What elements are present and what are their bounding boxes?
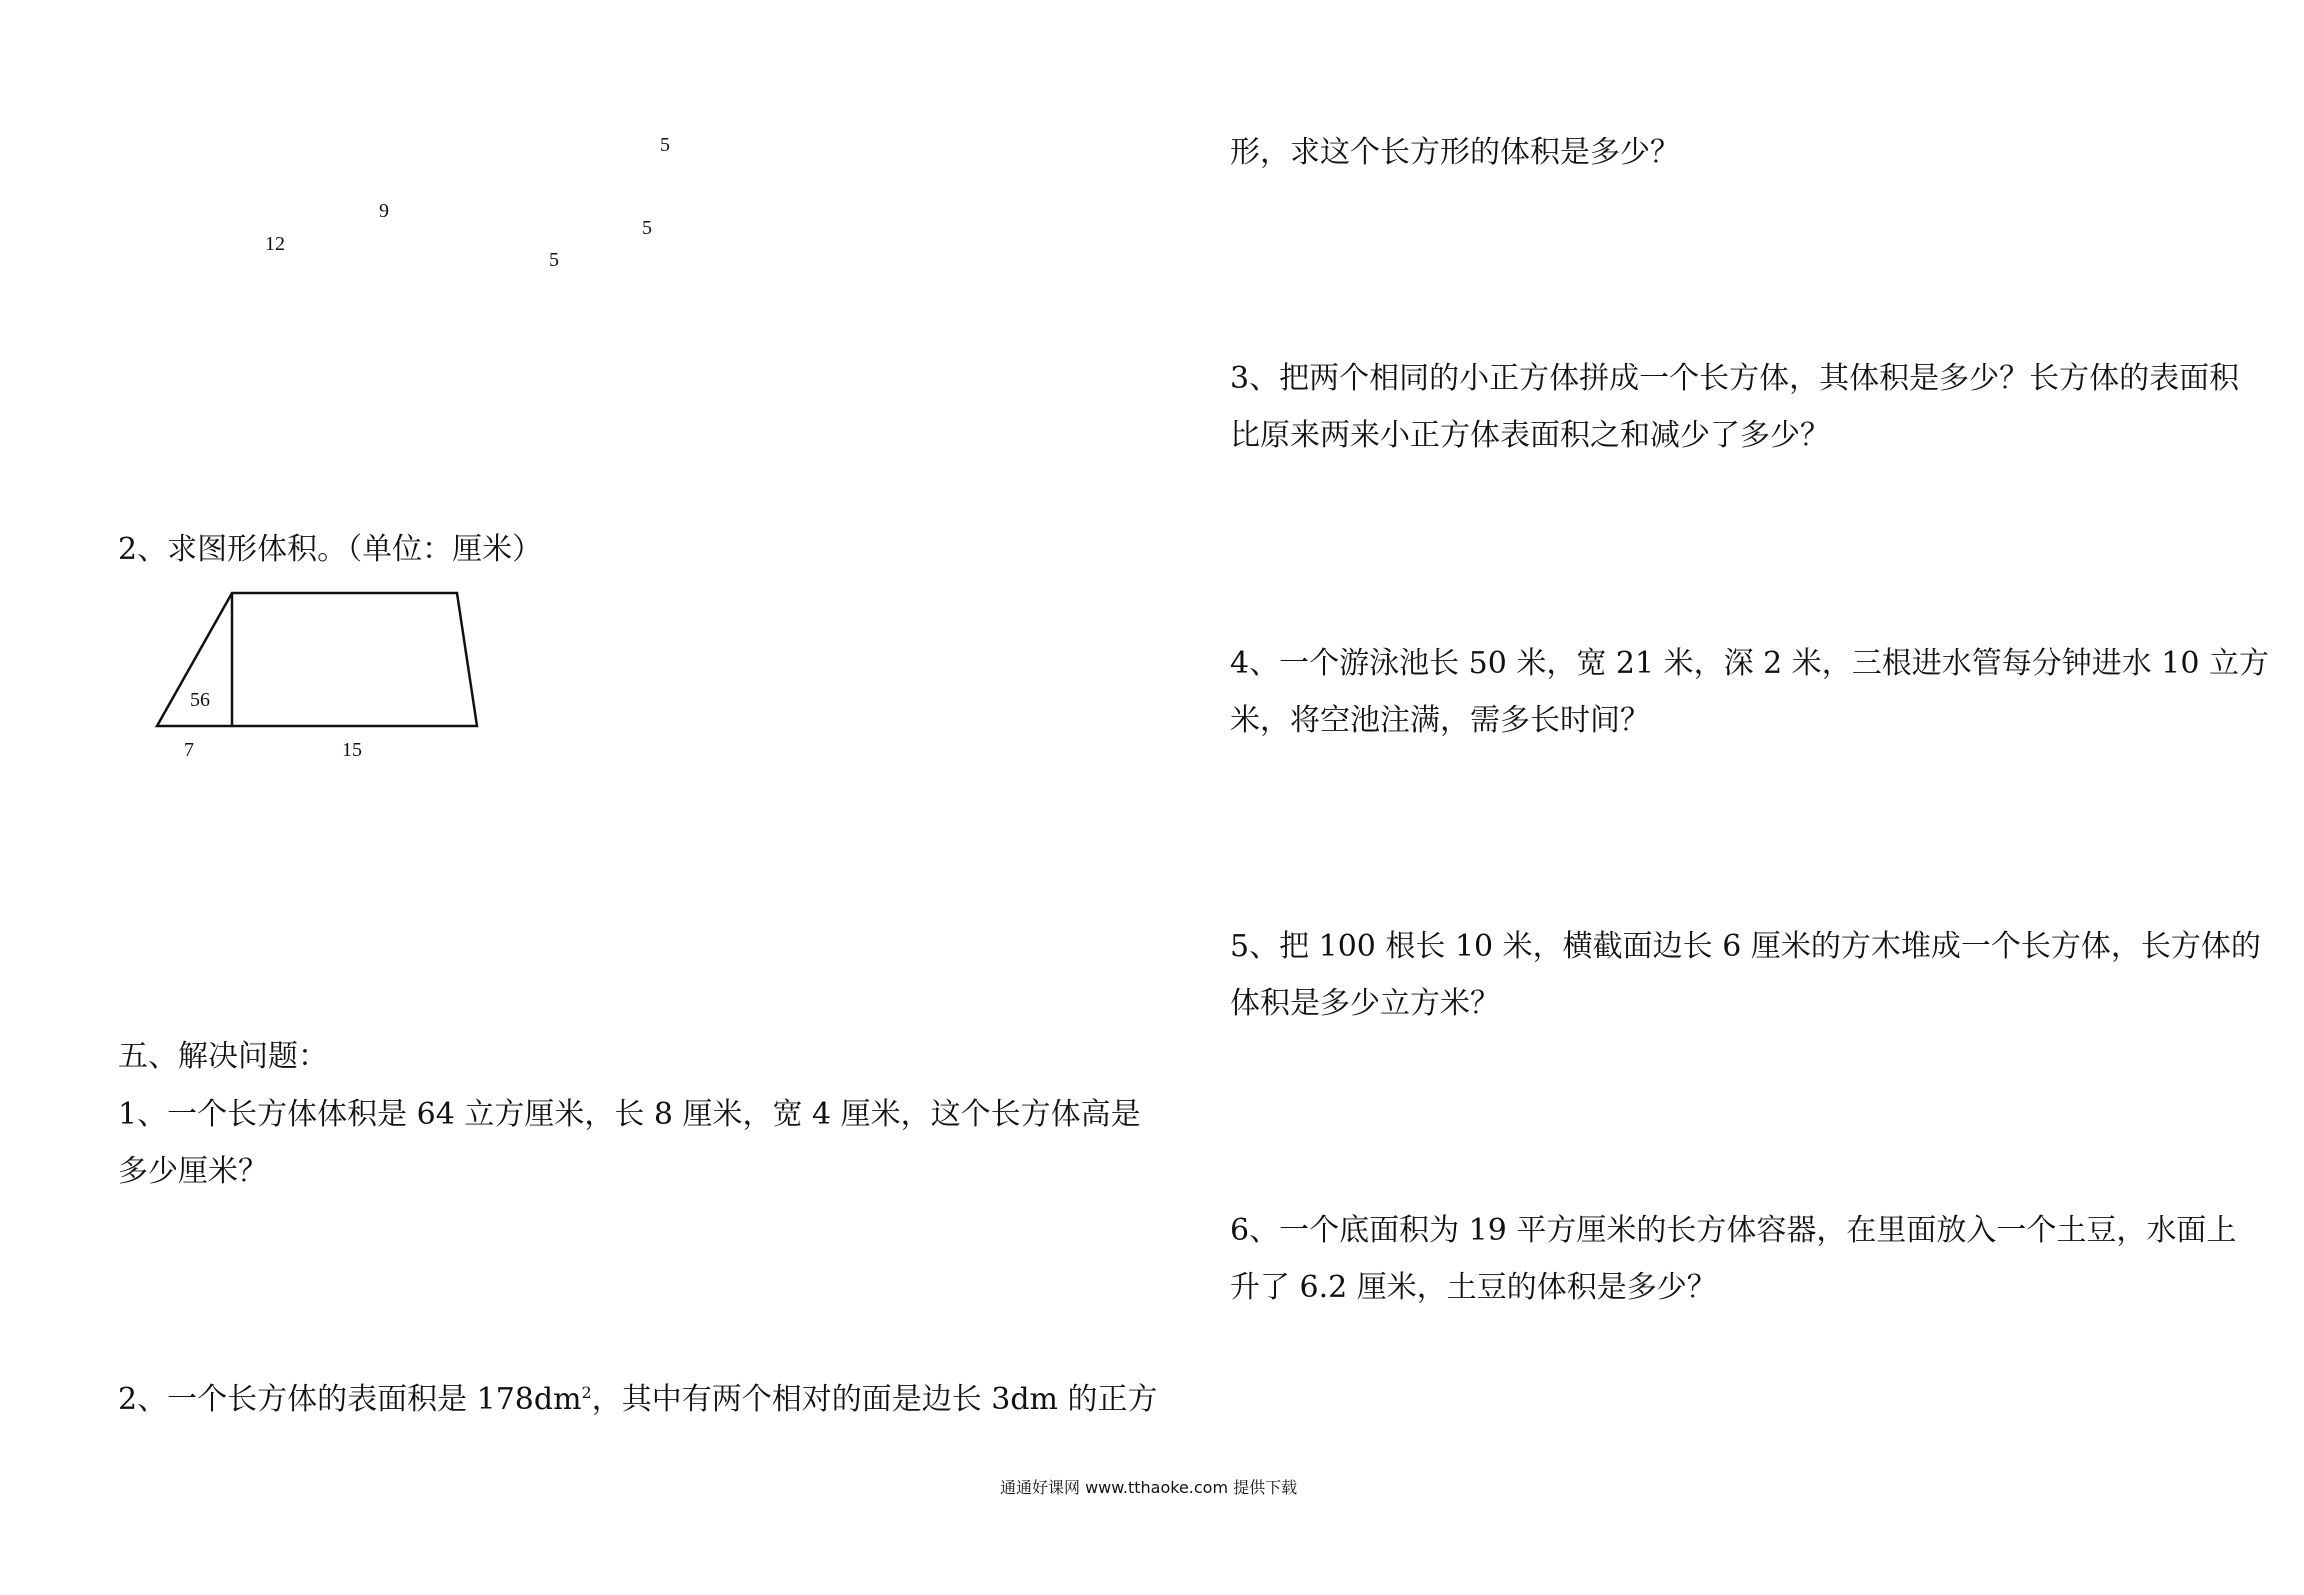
page-footer: 通通好课网 www.tthaoke.com 提供下载 <box>1000 1478 1298 1497</box>
figure1-label-5-top: 5 <box>660 134 670 156</box>
problem6-line2: 升了 6.2 厘米，土豆的体积是多少？ <box>1230 1270 1717 1305</box>
trapezoid-figure <box>140 585 480 745</box>
problem2-superscript: 2 <box>581 1383 592 1402</box>
problem6-line1: 6、一个底面积为 19 平方厘米的长方体容器，在里面放入一个土豆，水面上 <box>1230 1213 2237 1248</box>
figure1-label-9: 9 <box>379 200 389 222</box>
problem2-text-post: ，其中有两个相对的面是边长 3dm 的正方 <box>591 1382 1158 1417</box>
figure2-label-7: 7 <box>184 739 194 761</box>
question2-title: 2、求图形体积。（单位：厘米） <box>118 532 543 567</box>
problem4-line1: 4、一个游泳池长 50 米，宽 21 米，深 2 米，三根进水管每分钟进水 10 立方 <box>1230 646 2269 681</box>
problem5-line2: 体积是多少立方米？ <box>1230 986 1500 1021</box>
figure2-label-15: 15 <box>342 739 362 761</box>
figure1-label-5-bottom: 5 <box>549 249 559 271</box>
figure2-label-56: 56 <box>190 689 210 711</box>
problem2-text-pre: 2、一个长方体的表面积是 178dm <box>118 1382 582 1417</box>
problem5-line1: 5、把 100 根长 10 米，横截面边长 6 厘米的方木堆成一个长方体，长方体的 <box>1230 929 2261 964</box>
section5-title: 五、解决问题： <box>118 1039 328 1074</box>
figure1-label-5-mid: 5 <box>642 217 652 239</box>
problem2-line1 <box>118 1382 1158 1417</box>
problem3-line1: 3、把两个相同的小正方体拼成一个长方体，其体积是多少？长方体的表面积 <box>1230 361 2240 396</box>
figure1-label-12: 12 <box>265 233 285 255</box>
problem2-continuation: 形，求这个长方形的体积是多少？ <box>1230 135 1680 170</box>
problem1-line2: 多少厘米？ <box>118 1154 268 1189</box>
problem4-line2: 米，将空池注满，需多长时间？ <box>1230 703 1650 738</box>
problem1-line1: 1、一个长方体体积是 64 立方厘米，长 8 厘米，宽 4 厘米，这个长方体高是 <box>118 1097 1141 1132</box>
problem3-line2: 比原来两来小正方体表面积之和减少了多少？ <box>1230 418 1830 453</box>
